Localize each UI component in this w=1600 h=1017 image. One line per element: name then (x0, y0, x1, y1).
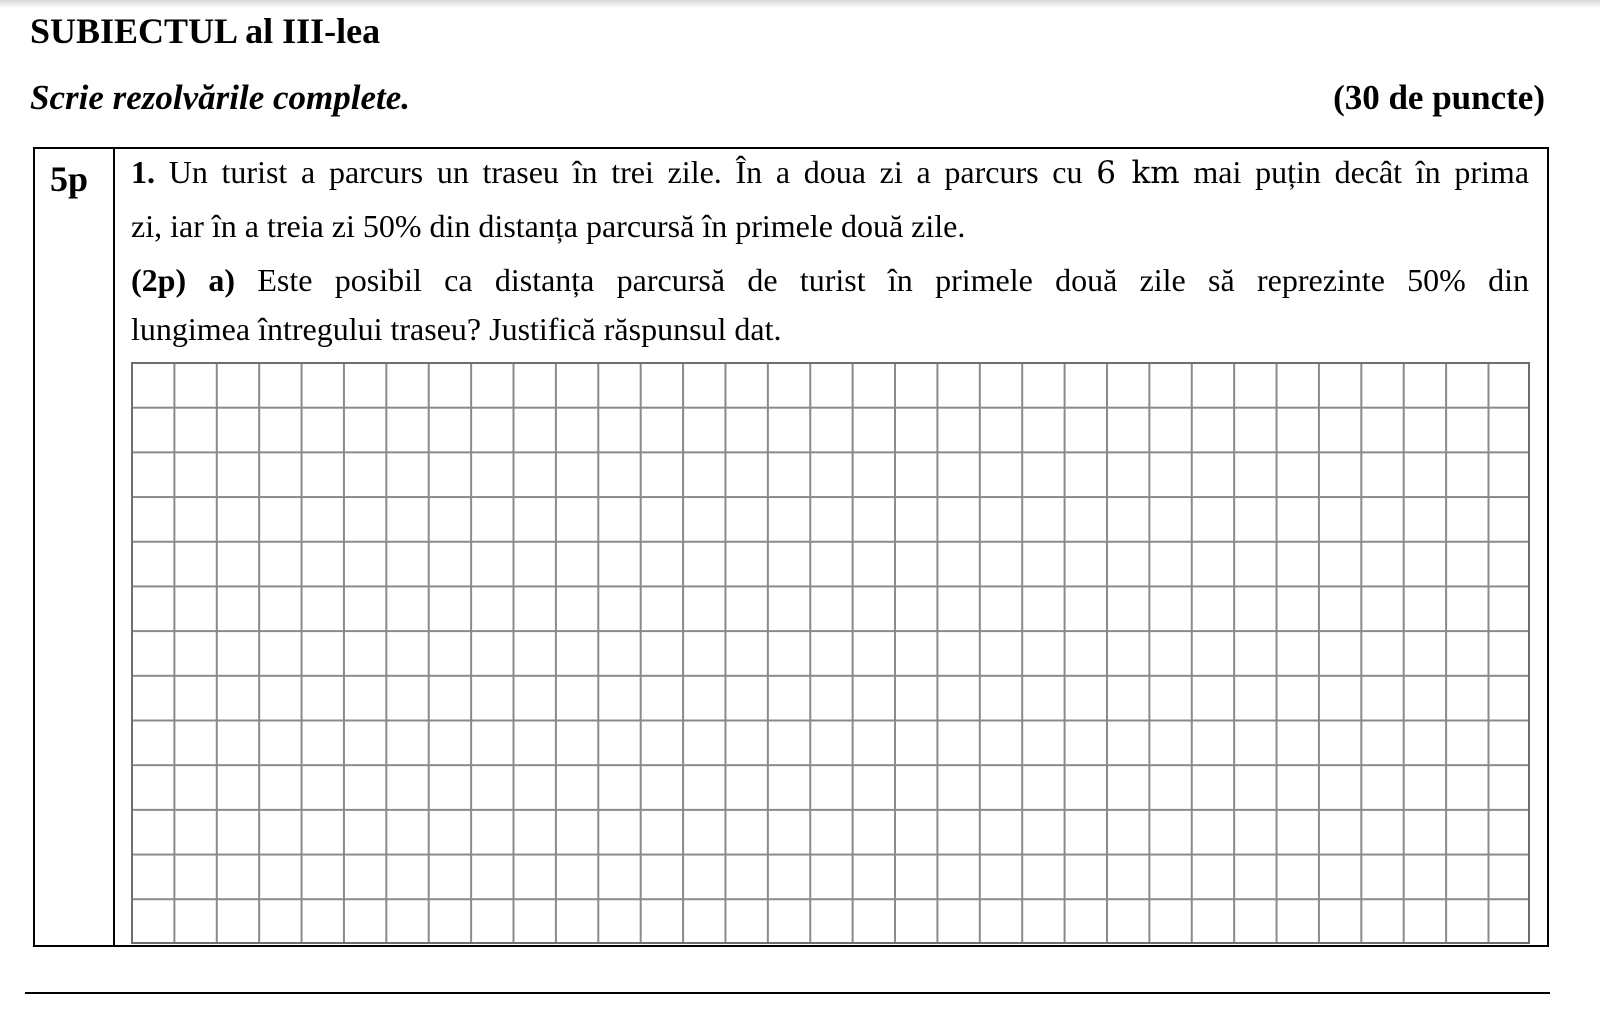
part-a-label: a) (208, 262, 236, 298)
answer-grid[interactable] (131, 362, 1530, 944)
problem-statement-line-2: zi, iar în a treia zi 50% din distanța parcursă în primele două zile. (131, 208, 966, 244)
section-title: SUBIECTUL al III-lea (30, 11, 381, 51)
footer-divider (25, 992, 1550, 994)
part-a-question-line-1 (131, 262, 1529, 299)
page-top-edge (0, 0, 1600, 8)
part-a-points: (2p) (131, 262, 187, 298)
problem-points: 5p (50, 159, 89, 199)
total-points: (30 de puncte) (1333, 78, 1545, 117)
statement-text-end: mai puțin decât în prima (1193, 154, 1530, 190)
problem-statement-line-1 (131, 154, 1529, 191)
part-a-question-text: Este posibil ca distanța parcursă de turist în primele două zile să reprezinte 50% din (257, 262, 1530, 298)
part-a-question-line-2: lungimea întregului traseu? Justifică răspunsul dat. (131, 311, 782, 347)
instruction-text: Scrie rezolvările complete. (30, 78, 411, 117)
distance-value: 6 km (1096, 155, 1180, 191)
points-column-divider (113, 147, 115, 945)
problem-number: 1. (131, 154, 155, 190)
statement-text: Un turist a parcurs un traseu în trei zile. În a doua zi a parcurs cu (168, 154, 1083, 190)
